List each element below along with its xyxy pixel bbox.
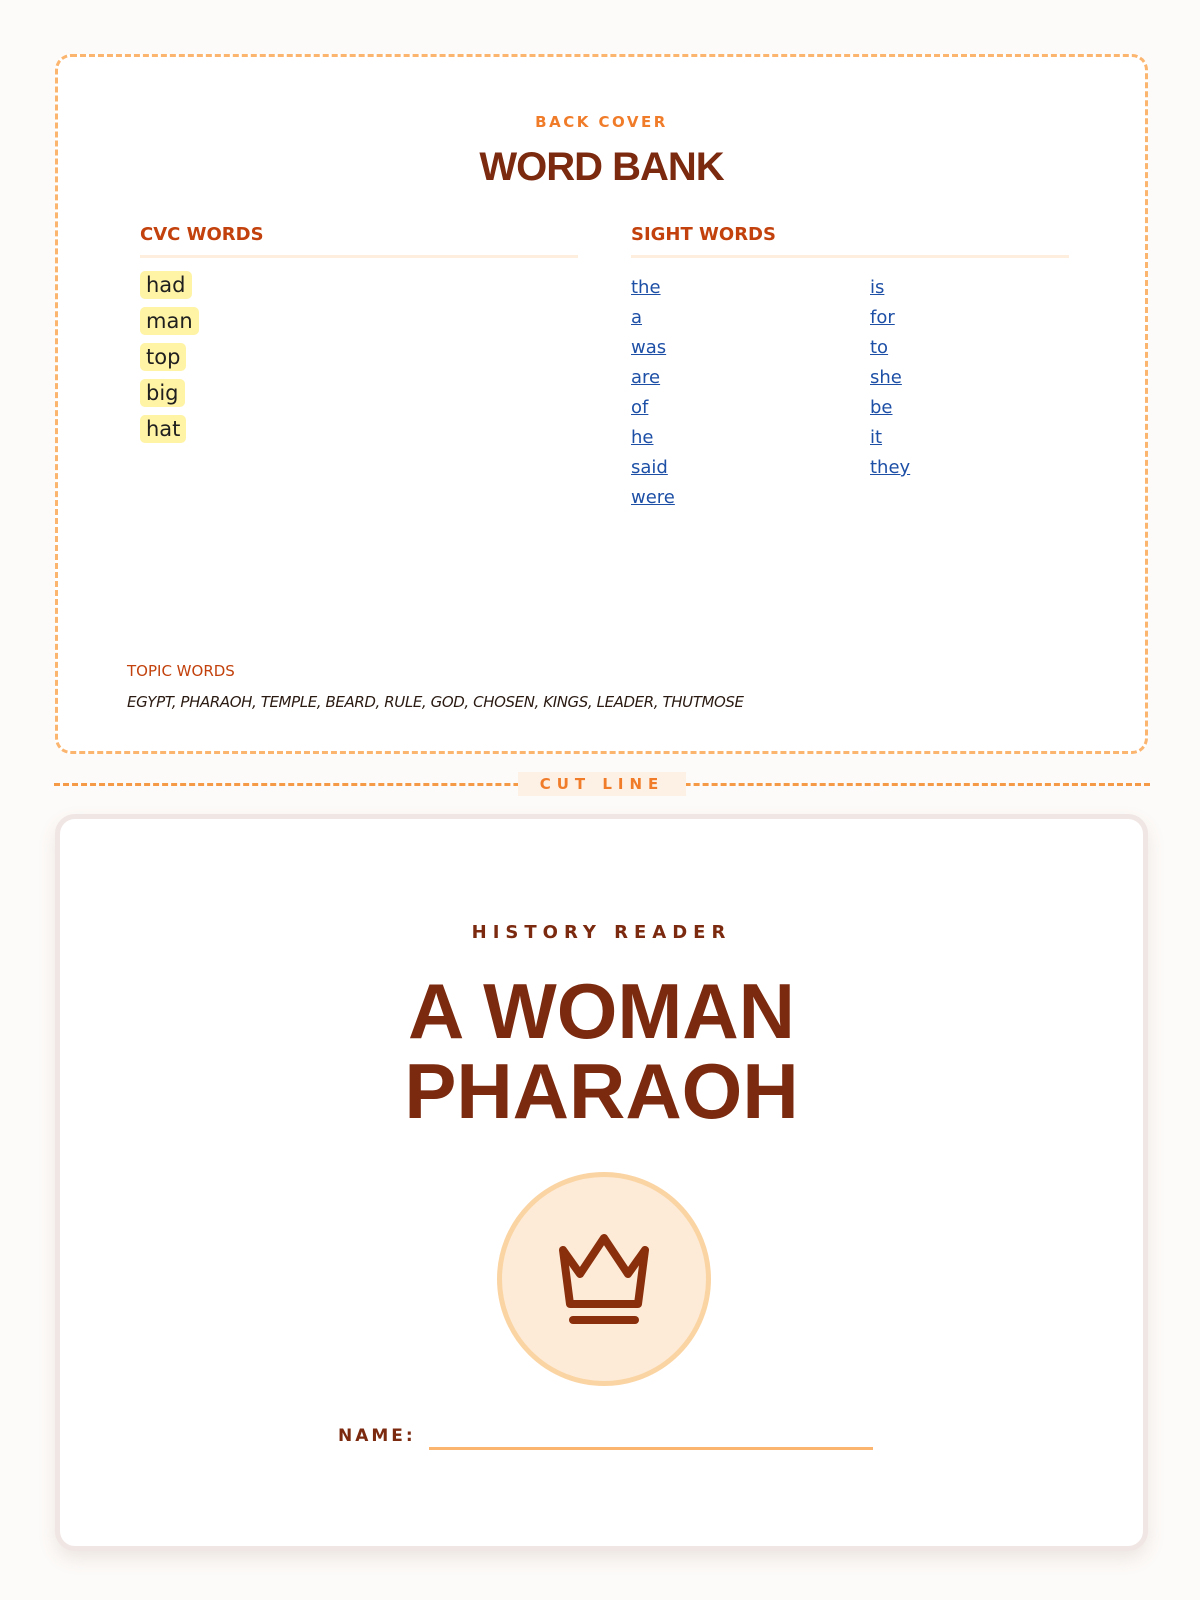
- cvc-word: had: [140, 271, 192, 299]
- sight-word-link[interactable]: of: [631, 397, 649, 418]
- sight-word-link[interactable]: to: [870, 337, 889, 358]
- sight-word-link[interactable]: for: [870, 307, 895, 328]
- word-bank-title: WORD BANK: [479, 145, 724, 189]
- cvc-word: big: [140, 379, 185, 407]
- sight-word-link[interactable]: are: [631, 367, 661, 388]
- sight-word-link[interactable]: she: [870, 367, 902, 388]
- sight-word-link[interactable]: said: [631, 457, 668, 478]
- crown-icon: [553, 1230, 655, 1326]
- cut-line-label: CUT LINE: [518, 772, 686, 796]
- book-title: [60, 967, 1143, 1135]
- sight-word-link[interactable]: were: [631, 487, 675, 508]
- sight-word-link[interactable]: the: [631, 277, 661, 298]
- book-title-line-1: A WOMAN: [407, 967, 796, 1055]
- sight-words-heading: SIGHT WORDS: [631, 224, 1069, 258]
- cvc-word: man: [140, 307, 199, 335]
- sight-word-link[interactable]: be: [870, 397, 893, 418]
- sight-word-link[interactable]: was: [631, 337, 667, 358]
- cvc-word-list: [140, 271, 199, 451]
- sight-word-link[interactable]: they: [870, 457, 911, 478]
- sight-word-link[interactable]: is: [870, 277, 885, 298]
- sight-word-link[interactable]: it: [870, 427, 883, 448]
- name-label: NAME:: [338, 1426, 416, 1446]
- book-title-line-2: PHARAOH: [404, 1047, 799, 1135]
- sight-words-column-right: [870, 273, 910, 483]
- back-cover-card: [55, 54, 1148, 754]
- name-writing-line: [429, 1447, 873, 1450]
- front-cover-card: [55, 814, 1148, 1551]
- topic-words-list: EGYPT, PHARAOH, TEMPLE, BEARD, RULE, GOD, CHOSEN, KINGS, LEADER, THUTMOSE: [127, 693, 744, 711]
- cvc-word: top: [140, 343, 186, 371]
- sight-word-link[interactable]: he: [631, 427, 654, 448]
- crown-badge: [497, 1172, 711, 1386]
- topic-words-heading: TOPIC WORDS: [127, 662, 235, 680]
- cvc-word: hat: [140, 415, 186, 443]
- cvc-words-heading: CVC WORDS: [140, 224, 578, 258]
- sight-words-column-left: [631, 273, 675, 513]
- front-cover-eyebrow: HISTORY READER: [471, 922, 732, 943]
- back-cover-eyebrow: BACK COVER: [535, 113, 668, 131]
- sight-word-link[interactable]: a: [631, 307, 643, 328]
